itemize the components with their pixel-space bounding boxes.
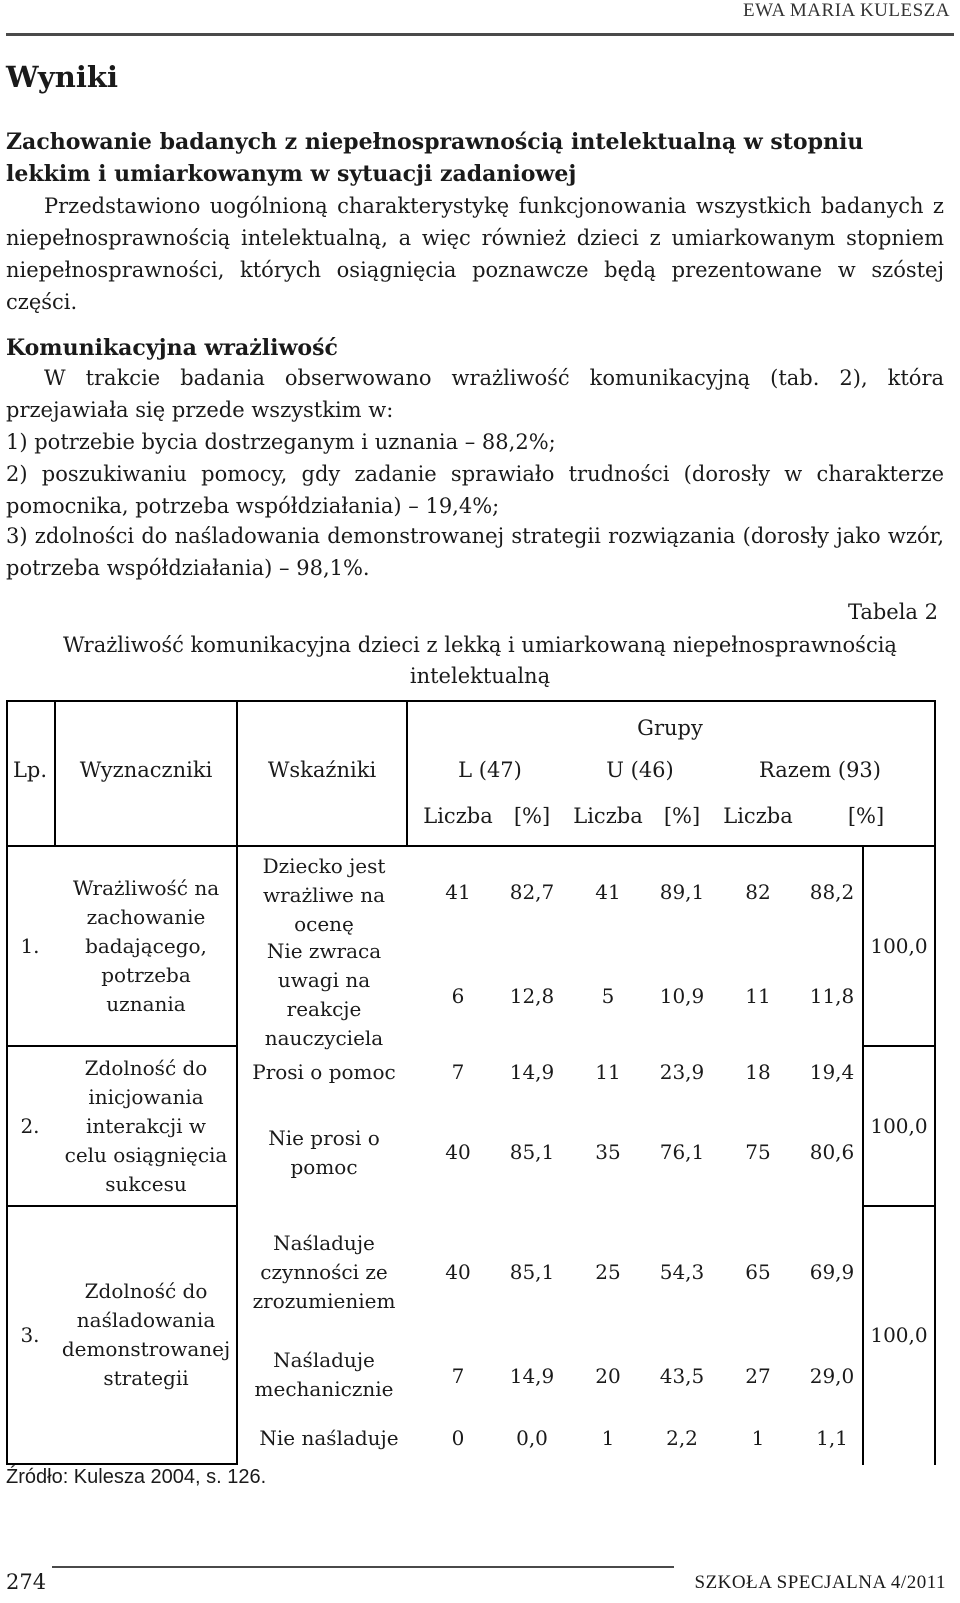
section-1-determinant: Wrażliwość na zachowanie badającego, potrzeba uznania [72,875,220,1016]
header-wyznaczniki: Wyznaczniki [79,757,213,782]
section-1-total: 100,0 [870,933,928,958]
list-item-3-text: 3) zdolności do naśladowania demonstrowanej strategii rozwiązania (dorosły jako wzór, potrzeba współdziałania) – 98,1%. [6,524,944,580]
header-group-u: U (46) [606,757,674,782]
section-3-determinant: Zdolność do naśladowania demonstrowanej strategii [61,1279,231,1390]
table-border-bottom [6,1463,236,1465]
row-2-1-indicator: Prosi o pomoc [252,1059,396,1084]
cell: 23,9 [659,1059,705,1084]
table-vline [236,700,238,1465]
cell: 11 [745,983,771,1008]
header-rule [6,33,954,36]
cell: 12,8 [509,983,555,1008]
intro-paragraph [6,190,944,318]
section-3-lp: 3. [20,1322,40,1347]
header-sub-liczba: Liczba [723,803,793,828]
header-sub-percent: [%] [513,803,551,828]
comm-paragraph-text: W trakcie badania obserwowano wrażliwość komunikacyjną (tab. 2), która przejawiała się przede wszystkim w: [6,366,944,422]
subsection-title-line-1: Zachowanie badanych z niepełnosprawnością intelektualną w stopniu [6,129,864,155]
cell: 11,8 [809,983,855,1008]
cell: 1 [601,1425,615,1450]
list-item-2-text: 2) poszukiwaniu pomocy, gdy zadanie sprawiało trudności (dorosły w charakterze pomocnika, potrzeba współdziałania) – 19,4%; [6,462,944,518]
journal-title: SZKOŁA SPECJALNA 4/2011 [694,1572,946,1593]
cell: 18 [745,1059,771,1084]
row-3-3-indicator: Nie naśladuje [259,1425,399,1450]
table-border-top [6,700,936,702]
cell: 19,4 [809,1059,855,1084]
cell: 10,9 [659,983,705,1008]
cell: 25 [595,1259,621,1284]
cell: 5 [601,983,615,1008]
header-wskazniki: Wskaźniki [267,757,377,782]
list-item-2 [6,458,944,522]
header-group-razem: Razem (93) [758,757,881,782]
table-source: Źródło: Kulesza 2004, s. 126. [6,1466,267,1488]
cell: 35 [595,1139,621,1164]
cell: 54,3 [659,1259,705,1284]
cell: 7 [451,1363,465,1388]
table-caption [40,630,920,692]
cell: 6 [451,983,465,1008]
table-label: Tabela 2 [847,600,938,624]
cell: 14,9 [509,1059,555,1084]
cell: 0 [451,1425,465,1450]
cell: 82 [745,879,771,904]
list-item-1-text: 1) potrzebie bycia dostrzeganym i uznania – 88,2%; [6,430,556,454]
cell: 11 [595,1059,621,1084]
cell: 65 [745,1259,771,1284]
cell: 29,0 [809,1363,855,1388]
cell: 43,5 [659,1363,705,1388]
section-1-lp: 1. [20,933,40,958]
cell: 2,2 [666,1425,698,1450]
header-sub-percent: [%] [847,803,885,828]
cell: 85,1 [509,1259,555,1284]
comm-heading: Komunikacyjna wrażliwość [6,335,338,361]
cell: 0,0 [516,1425,548,1450]
cell: 27 [745,1363,771,1388]
table-caption-line-2: intelektualną [409,664,551,688]
section-title: Wyniki [6,60,118,94]
row-3-1-indicator: Naśladuje czynności ze zrozumieniem [252,1230,396,1313]
header-lp: Lp. [12,757,48,782]
header-grupy: Grupy [637,715,703,740]
intro-paragraph-text: Przedstawiono uogólnioną charakterystykę funkcjonowania wszystkich badanych z niepełnosprawnością intelektualną, a więc również dzieci z umiarkowanym stopniem niepełnosprawności, których osiągnięcia poznawcze będą prezentowane w szóstej części. [6,194,944,314]
cell: 14,9 [509,1363,555,1388]
running-head-author: EWA MARIA KULESZA [743,0,950,21]
cell: 82,7 [509,879,555,904]
header-sub-percent: [%] [663,803,701,828]
row-1-1-indicator: Dziecko jest wrażliwe na ocenę [262,853,386,936]
footer-rule [52,1566,674,1568]
cell: 40 [445,1139,471,1164]
section-2-total: 100,0 [870,1113,928,1138]
table-border-right [934,700,936,1465]
cell: 89,1 [659,879,705,904]
cell: 80,6 [809,1139,855,1164]
section-3-total: 100,0 [870,1322,928,1347]
subsection-title-line-2: lekkim i umiarkowanym w sytuacji zadaniowej [6,161,577,187]
row-1-2-indicator: Nie zwraca uwagi na reakcje nauczyciela [264,939,384,1050]
cell: 75 [745,1139,771,1164]
cell: 88,2 [809,879,855,904]
cell: 1,1 [816,1425,848,1450]
header-sub-liczba: Liczba [573,803,643,828]
communicative-sensitivity-table [6,700,936,1465]
cell: 41 [445,879,471,904]
cell: 41 [595,879,621,904]
list-item-3 [6,520,944,584]
row-2-2-indicator: Nie prosi o pomoc [268,1126,380,1179]
header-sub-liczba: Liczba [423,803,493,828]
cell: 20 [595,1363,621,1388]
cell: 85,1 [509,1139,555,1164]
section-2-lp: 2. [20,1113,40,1138]
page-number: 274 [6,1570,47,1594]
row-3-2-indicator: Naśladuje mechanicznie [254,1348,394,1401]
list-item-1 [6,426,944,458]
table-caption-line-1: Wrażliwość komunikacyjna dzieci z lekką i umiarkowaną niepełnosprawnością [63,633,897,657]
cell: 76,1 [659,1139,705,1164]
cell: 40 [445,1259,471,1284]
comm-paragraph [6,362,944,426]
cell: 7 [451,1059,465,1084]
header-group-l: L (47) [458,757,522,782]
cell: 1 [751,1425,765,1450]
cell: 69,9 [809,1259,855,1284]
section-2-determinant: Zdolność do inicjowania interakcji w celu osiągnięcia sukcesu [64,1055,228,1196]
